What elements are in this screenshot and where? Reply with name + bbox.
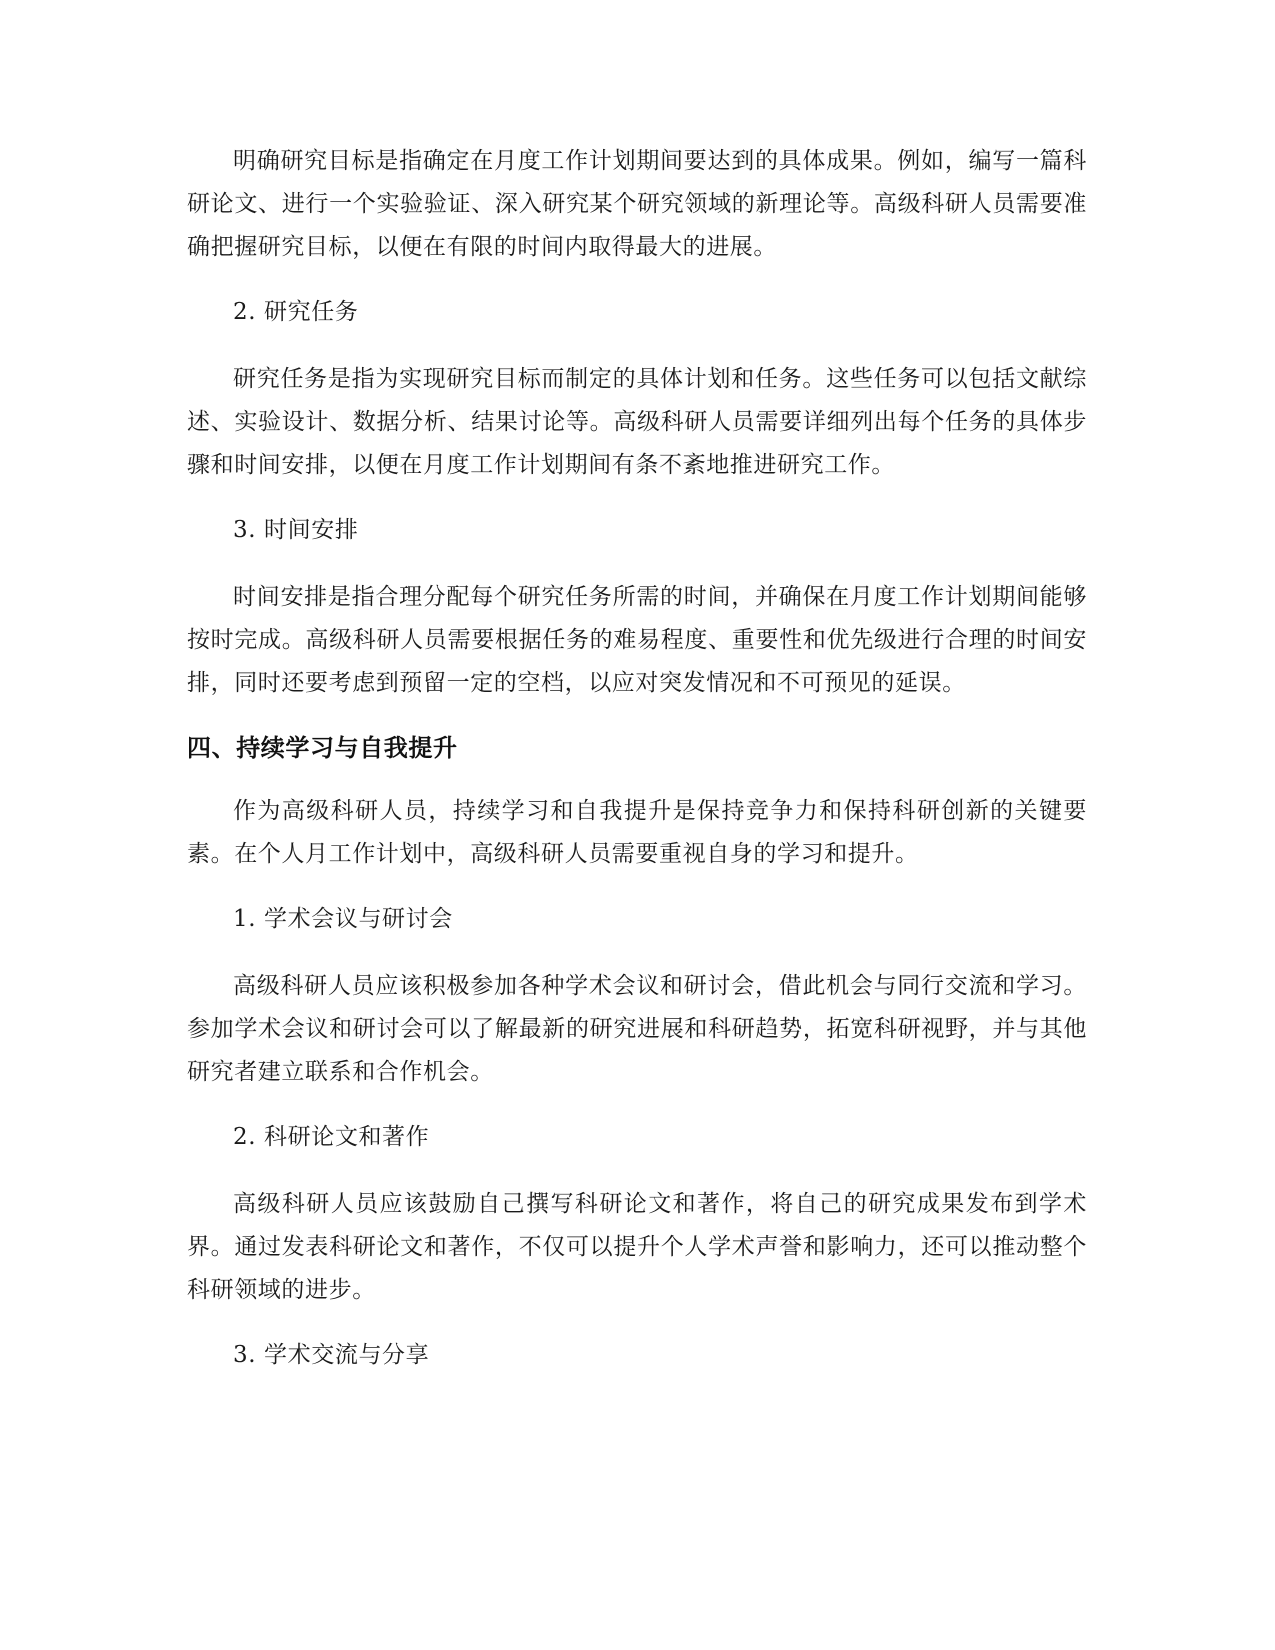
paragraph-research-tasks: 研究任务是指为实现研究目标而制定的具体计划和任务。这些任务可以包括文献综述、实验设计、数据分析、结果讨论等。高级科研人员需要详细列出每个任务的具体步骤和时间安排，以便在月度工作计划期间有条不紊地推进研究工作。 — [187, 366, 1087, 478]
list-item-time-schedule: 3. 时间安排 — [233, 517, 359, 543]
paragraph-research-goal: 明确研究目标是指确定在月度工作计划期间要达到的具体成果。例如，编写一篇科研论文、进行一个实验验证、深入研究某个研究领域的新理论等。高级科研人员需要准确把握研究目标，以便在有限的时间内取得最大的进展。 — [187, 148, 1087, 260]
paragraph-academic-conferences: 高级科研人员应该积极参加各种学术会议和研讨会，借此机会与同行交流和学习。参加学术会议和研讨会可以了解最新的研究进展和科研趋势，拓宽科研视野，并与其他研究者建立联系和合作机会。 — [187, 973, 1087, 1085]
paragraph-papers-and-works: 高级科研人员应该鼓励自己撰写科研论文和著作，将自己的研究成果发布到学术界。通过发表科研论文和著作，不仅可以提升个人学术声誉和影响力，还可以推动整个科研领域的进步。 — [187, 1191, 1087, 1303]
list-item-papers-and-works: 2. 科研论文和著作 — [233, 1124, 430, 1150]
document-body — [187, 140, 1087, 1401]
list-item-academic-conferences: 1. 学术会议与研讨会 — [233, 906, 453, 932]
list-item-academic-exchange: 3. 学术交流与分享 — [233, 1342, 430, 1368]
paragraph-time-schedule: 时间安排是指合理分配每个研究任务所需的时间，并确保在月度工作计划期间能够按时完成。高级科研人员需要根据任务的难易程度、重要性和优先级进行合理的时间安排，同时还要考虑到预留一定的空档，以应对突发情况和不可预见的延误。 — [187, 584, 1087, 696]
section-heading-continuous-learning: 四、持续学习与自我提升 — [187, 734, 458, 762]
paragraph-continuous-learning-intro: 作为高级科研人员，持续学习和自我提升是保持竞争力和保持科研创新的关键要素。在个人月工作计划中，高级科研人员需要重视自身的学习和提升。 — [187, 798, 1087, 867]
list-item-research-tasks: 2. 研究任务 — [233, 299, 359, 325]
